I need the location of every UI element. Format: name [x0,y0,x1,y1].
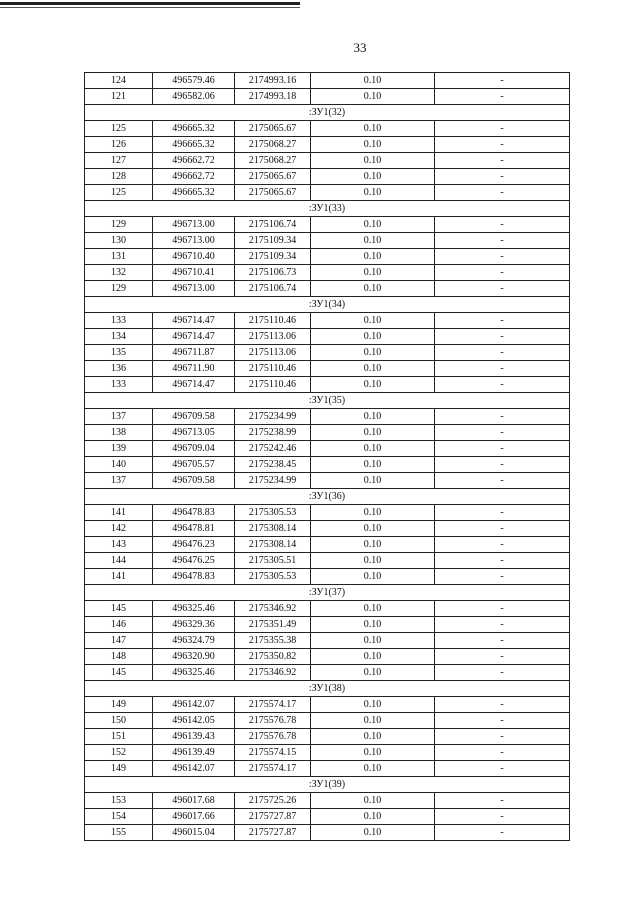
section-header-row [85,585,570,601]
point-number-cell: 131 [85,249,153,265]
x-coordinate-cell: 496139.43 [153,729,235,745]
section-label: :ЗУ1(37) [85,585,570,601]
accuracy-cell: 0.10 [311,441,435,457]
remark-cell: - [435,89,570,105]
table-row [85,169,570,185]
remark-cell: - [435,745,570,761]
section-header-row [85,777,570,793]
y-coordinate-cell: 2175113.06 [235,329,311,345]
accuracy-cell: 0.10 [311,537,435,553]
accuracy-cell: 0.10 [311,233,435,249]
x-coordinate-cell: 496714.47 [153,329,235,345]
y-coordinate-cell: 2175238.45 [235,457,311,473]
y-coordinate-cell: 2175305.51 [235,553,311,569]
x-coordinate-cell: 496142.05 [153,713,235,729]
accuracy-cell: 0.10 [311,649,435,665]
table-row [85,809,570,825]
accuracy-cell: 0.10 [311,425,435,441]
y-coordinate-cell: 2175234.99 [235,409,311,425]
point-number-cell: 148 [85,649,153,665]
y-coordinate-cell: 2175106.74 [235,217,311,233]
x-coordinate-cell: 496662.72 [153,153,235,169]
remark-cell: - [435,553,570,569]
y-coordinate-cell: 2175308.14 [235,537,311,553]
table-row [85,537,570,553]
y-coordinate-cell: 2175308.14 [235,521,311,537]
y-coordinate-cell: 2175065.67 [235,121,311,137]
section-label: :ЗУ1(32) [85,105,570,121]
accuracy-cell: 0.10 [311,361,435,377]
table-row [85,665,570,681]
y-coordinate-cell: 2175238.99 [235,425,311,441]
accuracy-cell: 0.10 [311,697,435,713]
point-number-cell: 144 [85,553,153,569]
table-row [85,217,570,233]
table-row [85,649,570,665]
section-header-row [85,201,570,217]
y-coordinate-cell: 2175106.74 [235,281,311,297]
remark-cell: - [435,153,570,169]
point-number-cell: 146 [85,617,153,633]
x-coordinate-cell: 496709.04 [153,441,235,457]
table-row [85,281,570,297]
accuracy-cell: 0.10 [311,761,435,777]
accuracy-cell: 0.10 [311,377,435,393]
coordinates-table-body [85,73,570,841]
table-row [85,377,570,393]
accuracy-cell: 0.10 [311,713,435,729]
table-row [85,793,570,809]
table-row [85,633,570,649]
remark-cell: - [435,761,570,777]
section-label: :ЗУ1(34) [85,297,570,313]
accuracy-cell: 0.10 [311,809,435,825]
point-number-cell: 129 [85,281,153,297]
table-row [85,441,570,457]
accuracy-cell: 0.10 [311,521,435,537]
x-coordinate-cell: 496015.04 [153,825,235,841]
point-number-cell: 132 [85,265,153,281]
accuracy-cell: 0.10 [311,313,435,329]
table-row [85,313,570,329]
x-coordinate-cell: 496714.47 [153,313,235,329]
section-header-row [85,489,570,505]
remark-cell: - [435,377,570,393]
point-number-cell: 133 [85,377,153,393]
point-number-cell: 142 [85,521,153,537]
point-number-cell: 153 [85,793,153,809]
point-number-cell: 136 [85,361,153,377]
remark-cell: - [435,281,570,297]
point-number-cell: 140 [85,457,153,473]
table-row [85,409,570,425]
point-number-cell: 149 [85,761,153,777]
x-coordinate-cell: 496665.32 [153,185,235,201]
remark-cell: - [435,185,570,201]
remark-cell: - [435,521,570,537]
remark-cell: - [435,233,570,249]
page-number: 33 [353,40,367,55]
remark-cell: - [435,809,570,825]
x-coordinate-cell: 496713.00 [153,233,235,249]
x-coordinate-cell: 496713.05 [153,425,235,441]
table-row [85,825,570,841]
point-number-cell: 139 [85,441,153,457]
y-coordinate-cell: 2175068.27 [235,153,311,169]
remark-cell: - [435,73,570,89]
y-coordinate-cell: 2174993.18 [235,89,311,105]
y-coordinate-cell: 2175576.78 [235,729,311,745]
remark-cell: - [435,441,570,457]
point-number-cell: 135 [85,345,153,361]
point-number-cell: 154 [85,809,153,825]
section-label: :ЗУ1(39) [85,777,570,793]
table-row [85,553,570,569]
y-coordinate-cell: 2175305.53 [235,505,311,521]
remark-cell: - [435,345,570,361]
remark-cell: - [435,665,570,681]
remark-cell: - [435,457,570,473]
remark-cell: - [435,537,570,553]
accuracy-cell: 0.10 [311,169,435,185]
table-row [85,233,570,249]
x-coordinate-cell: 496582.06 [153,89,235,105]
y-coordinate-cell: 2175234.99 [235,473,311,489]
point-number-cell: 145 [85,665,153,681]
accuracy-cell: 0.10 [311,745,435,761]
y-coordinate-cell: 2175346.92 [235,601,311,617]
x-coordinate-cell: 496142.07 [153,761,235,777]
y-coordinate-cell: 2175725.26 [235,793,311,809]
remark-cell: - [435,249,570,265]
remark-cell: - [435,473,570,489]
section-label: :ЗУ1(33) [85,201,570,217]
point-number-cell: 129 [85,217,153,233]
point-number-cell: 125 [85,185,153,201]
x-coordinate-cell: 496476.25 [153,553,235,569]
header-rule-thin [0,7,300,8]
x-coordinate-cell: 496325.46 [153,665,235,681]
x-coordinate-cell: 496709.58 [153,473,235,489]
accuracy-cell: 0.10 [311,153,435,169]
y-coordinate-cell: 2175242.46 [235,441,311,457]
x-coordinate-cell: 496017.66 [153,809,235,825]
y-coordinate-cell: 2175113.06 [235,345,311,361]
y-coordinate-cell: 2175574.17 [235,761,311,777]
y-coordinate-cell: 2175576.78 [235,713,311,729]
table-row [85,121,570,137]
y-coordinate-cell: 2175727.87 [235,809,311,825]
x-coordinate-cell: 496713.00 [153,281,235,297]
remark-cell: - [435,329,570,345]
table-row [85,601,570,617]
point-number-cell: 149 [85,697,153,713]
x-coordinate-cell: 496709.58 [153,409,235,425]
section-label: :ЗУ1(35) [85,393,570,409]
remark-cell: - [435,825,570,841]
y-coordinate-cell: 2175065.67 [235,169,311,185]
point-number-cell: 143 [85,537,153,553]
section-label: :ЗУ1(38) [85,681,570,697]
y-coordinate-cell: 2175574.15 [235,745,311,761]
y-coordinate-cell: 2175109.34 [235,249,311,265]
table-row [85,697,570,713]
x-coordinate-cell: 496711.90 [153,361,235,377]
point-number-cell: 152 [85,745,153,761]
point-number-cell: 145 [85,601,153,617]
x-coordinate-cell: 496329.36 [153,617,235,633]
remark-cell: - [435,697,570,713]
x-coordinate-cell: 496705.57 [153,457,235,473]
section-header-row [85,105,570,121]
accuracy-cell: 0.10 [311,617,435,633]
point-number-cell: 137 [85,473,153,489]
accuracy-cell: 0.10 [311,505,435,521]
y-coordinate-cell: 2175305.53 [235,569,311,585]
y-coordinate-cell: 2175065.67 [235,185,311,201]
accuracy-cell: 0.10 [311,121,435,137]
point-number-cell: 127 [85,153,153,169]
accuracy-cell: 0.10 [311,665,435,681]
table-row [85,617,570,633]
y-coordinate-cell: 2175574.17 [235,697,311,713]
accuracy-cell: 0.10 [311,265,435,281]
y-coordinate-cell: 2175355.38 [235,633,311,649]
accuracy-cell: 0.10 [311,601,435,617]
table-row [85,729,570,745]
x-coordinate-cell: 496478.83 [153,569,235,585]
remark-cell: - [435,313,570,329]
accuracy-cell: 0.10 [311,345,435,361]
point-number-cell: 130 [85,233,153,249]
y-coordinate-cell: 2174993.16 [235,73,311,89]
accuracy-cell: 0.10 [311,793,435,809]
accuracy-cell: 0.10 [311,457,435,473]
x-coordinate-cell: 496017.68 [153,793,235,809]
y-coordinate-cell: 2175110.46 [235,361,311,377]
section-label: :ЗУ1(36) [85,489,570,505]
remark-cell: - [435,169,570,185]
accuracy-cell: 0.10 [311,217,435,233]
accuracy-cell: 0.10 [311,729,435,745]
point-number-cell: 128 [85,169,153,185]
section-header-row [85,681,570,697]
x-coordinate-cell: 496665.32 [153,137,235,153]
table-row [85,265,570,281]
x-coordinate-cell: 496142.07 [153,697,235,713]
table-row [85,329,570,345]
remark-cell: - [435,137,570,153]
table-row [85,761,570,777]
point-number-cell: 141 [85,505,153,521]
remark-cell: - [435,217,570,233]
point-number-cell: 141 [85,569,153,585]
remark-cell: - [435,649,570,665]
x-coordinate-cell: 496711.87 [153,345,235,361]
table-row [85,345,570,361]
remark-cell: - [435,425,570,441]
x-coordinate-cell: 496710.41 [153,265,235,281]
x-coordinate-cell: 496325.46 [153,601,235,617]
accuracy-cell: 0.10 [311,73,435,89]
table-row [85,249,570,265]
accuracy-cell: 0.10 [311,553,435,569]
y-coordinate-cell: 2175106.73 [235,265,311,281]
x-coordinate-cell: 496662.72 [153,169,235,185]
x-coordinate-cell: 496476.23 [153,537,235,553]
table-row [85,153,570,169]
x-coordinate-cell: 496714.47 [153,377,235,393]
header-rule [0,2,300,5]
point-number-cell: 134 [85,329,153,345]
remark-cell: - [435,729,570,745]
table-row [85,521,570,537]
remark-cell: - [435,793,570,809]
point-number-cell: 150 [85,713,153,729]
table-row [85,137,570,153]
remark-cell: - [435,121,570,137]
point-number-cell: 155 [85,825,153,841]
table-row [85,425,570,441]
x-coordinate-cell: 496478.83 [153,505,235,521]
remark-cell: - [435,409,570,425]
x-coordinate-cell: 496324.79 [153,633,235,649]
coordinates-table [84,72,570,841]
x-coordinate-cell: 496139.49 [153,745,235,761]
remark-cell: - [435,601,570,617]
table-row [85,89,570,105]
point-number-cell: 121 [85,89,153,105]
x-coordinate-cell: 496478.81 [153,521,235,537]
y-coordinate-cell: 2175350.82 [235,649,311,665]
table-row [85,73,570,89]
accuracy-cell: 0.10 [311,409,435,425]
accuracy-cell: 0.10 [311,137,435,153]
accuracy-cell: 0.10 [311,329,435,345]
section-header-row [85,393,570,409]
y-coordinate-cell: 2175727.87 [235,825,311,841]
point-number-cell: 133 [85,313,153,329]
accuracy-cell: 0.10 [311,185,435,201]
table-row [85,713,570,729]
x-coordinate-cell: 496320.90 [153,649,235,665]
x-coordinate-cell: 496665.32 [153,121,235,137]
point-number-cell: 137 [85,409,153,425]
x-coordinate-cell: 496579.46 [153,73,235,89]
table-row [85,185,570,201]
table-row [85,505,570,521]
table-row [85,473,570,489]
point-number-cell: 151 [85,729,153,745]
remark-cell: - [435,361,570,377]
point-number-cell: 124 [85,73,153,89]
x-coordinate-cell: 496713.00 [153,217,235,233]
accuracy-cell: 0.10 [311,89,435,105]
y-coordinate-cell: 2175110.46 [235,313,311,329]
point-number-cell: 126 [85,137,153,153]
point-number-cell: 147 [85,633,153,649]
remark-cell: - [435,713,570,729]
remark-cell: - [435,265,570,281]
accuracy-cell: 0.10 [311,473,435,489]
y-coordinate-cell: 2175068.27 [235,137,311,153]
accuracy-cell: 0.10 [311,825,435,841]
y-coordinate-cell: 2175109.34 [235,233,311,249]
accuracy-cell: 0.10 [311,281,435,297]
section-header-row [85,297,570,313]
accuracy-cell: 0.10 [311,249,435,265]
y-coordinate-cell: 2175346.92 [235,665,311,681]
table-row [85,745,570,761]
table-row [85,361,570,377]
y-coordinate-cell: 2175110.46 [235,377,311,393]
remark-cell: - [435,569,570,585]
remark-cell: - [435,617,570,633]
x-coordinate-cell: 496710.40 [153,249,235,265]
accuracy-cell: 0.10 [311,569,435,585]
point-number-cell: 138 [85,425,153,441]
accuracy-cell: 0.10 [311,633,435,649]
remark-cell: - [435,633,570,649]
table-row [85,457,570,473]
remark-cell: - [435,505,570,521]
table-row [85,569,570,585]
y-coordinate-cell: 2175351.49 [235,617,311,633]
point-number-cell: 125 [85,121,153,137]
